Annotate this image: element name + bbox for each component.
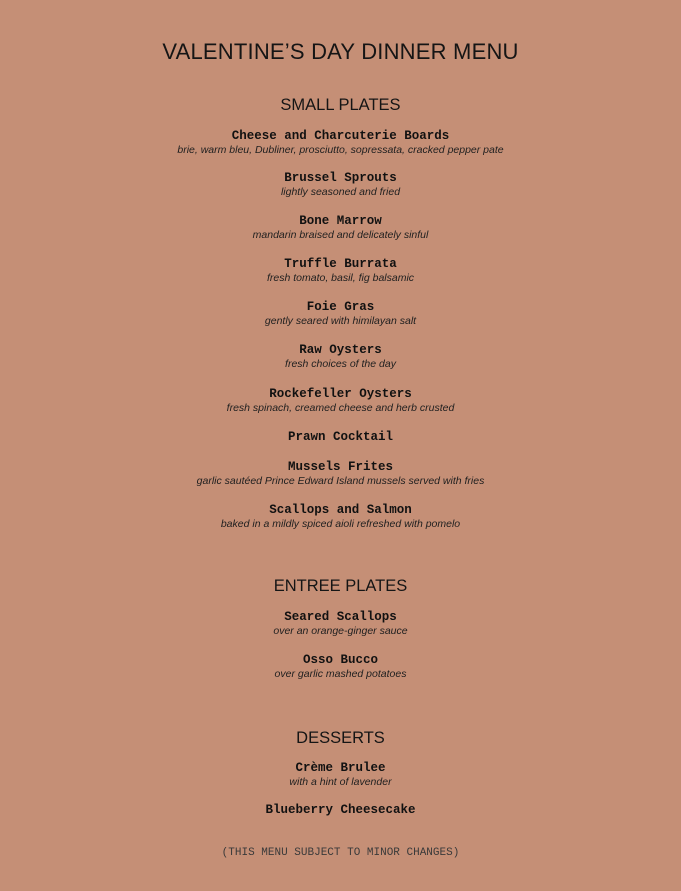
item-name: Mussels Frites [287, 460, 394, 474]
item-description: fresh choices of the day [285, 358, 396, 370]
item-name: Prawn Cocktail [287, 430, 394, 444]
menu-item [0, 653, 681, 681]
menu-item [0, 610, 681, 638]
menu-item [0, 430, 681, 445]
menu-disclaimer: (THIS MENU SUBJECT TO MINOR CHANGES) [221, 847, 460, 859]
item-description: mandarin braised and delicately sinful [252, 229, 429, 241]
menu-item [0, 803, 681, 818]
menu-item [0, 171, 681, 199]
section-heading-entree-plates: ENTREE PLATES [273, 577, 408, 595]
item-description: over an orange-ginger sauce [273, 625, 408, 637]
menu-item [0, 214, 681, 242]
item-description: gently seared with himilayan salt [264, 315, 417, 327]
item-description: baked in a mildly spiced aioli refreshed with pomelo [220, 518, 461, 530]
item-name: Crème Brulee [295, 761, 386, 775]
section-heading-small-plates: SMALL PLATES [280, 96, 401, 114]
item-description: fresh tomato, basil, fig balsamic [266, 272, 415, 284]
item-name: Seared Scallops [284, 610, 397, 624]
item-name: Osso Bucco [302, 653, 378, 667]
item-description: lightly seasoned and fried [280, 186, 401, 198]
item-name: Truffle Burrata [284, 257, 397, 271]
menu-item [0, 300, 681, 328]
item-description: with a hint of lavender [289, 776, 392, 788]
item-description: brie, warm bleu, Dubliner, prosciutto, sopressata, cracked pepper pate [177, 144, 504, 156]
item-name: Foie Gras [306, 300, 375, 314]
item-description: fresh spinach, creamed cheese and herb crusted [226, 402, 455, 414]
menu-item [0, 343, 681, 371]
item-name: Scallops and Salmon [269, 503, 412, 517]
item-name: Blueberry Cheesecake [265, 803, 416, 817]
item-name: Raw Oysters [299, 343, 382, 357]
item-description: garlic sautéed Prince Edward Island mussels served with fries [196, 475, 485, 487]
section-heading-desserts: DESSERTS [296, 729, 385, 747]
item-name: Brussel Sprouts [284, 171, 397, 185]
item-name: Cheese and Charcuterie Boards [231, 129, 450, 143]
item-name: Bone Marrow [299, 214, 382, 228]
menu-item [0, 761, 681, 789]
menu-item [0, 129, 681, 157]
menu-item [0, 503, 681, 531]
menu-title: VALENTINE’S DAY DINNER MENU [162, 39, 519, 64]
menu-item [0, 387, 681, 415]
item-name: Rockefeller Oysters [269, 387, 412, 401]
menu-item [0, 257, 681, 285]
item-description: over garlic mashed potatoes [274, 668, 407, 680]
menu-item [0, 460, 681, 488]
